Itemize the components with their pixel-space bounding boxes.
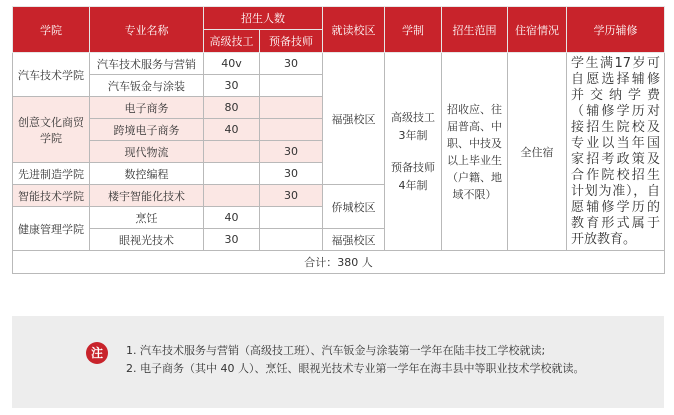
note-badge: 注 — [86, 342, 108, 364]
major-cell: 楼宇智能化技术 — [90, 185, 204, 207]
note-line-1: 1. 汽车技术服务与营销（高级技工班）、汽车钣金与涂装第一学年在陆丰技工学校就读; — [126, 344, 546, 357]
prep-count-cell — [260, 207, 323, 229]
campus-cell: 福强校区 — [323, 53, 385, 185]
table-row — [13, 53, 665, 75]
note-text — [126, 342, 646, 378]
major-cell: 电子商务 — [90, 97, 204, 119]
senior-count-cell — [204, 141, 260, 163]
header-scope: 招生范围 — [442, 7, 508, 53]
scope-cell — [442, 53, 508, 251]
college-cell: 健康管理学院 — [13, 207, 90, 251]
prep-count-cell: 30 — [260, 185, 323, 207]
senior-count-cell — [204, 163, 260, 185]
college-cell: 智能技术学院 — [13, 185, 90, 207]
prep-count-cell: 30 — [260, 163, 323, 185]
housing-cell: 全住宿 — [508, 53, 567, 251]
header-edu: 学历辅修 — [567, 7, 665, 53]
duration-cell — [385, 53, 442, 251]
header-college: 学院 — [13, 7, 90, 53]
major-cell: 现代物流 — [90, 141, 204, 163]
major-cell: 烹饪 — [90, 207, 204, 229]
major-cell: 汽车钣金与涂装 — [90, 75, 204, 97]
major-cell: 数控编程 — [90, 163, 204, 185]
header-housing: 住宿情况 — [508, 7, 567, 53]
note-line-2: 2. 电子商务（其中 40 人）、烹饪、眼视光技术专业第一学年在海丰县中等职业技术学校就读。 — [126, 362, 585, 375]
major-cell: 眼视光技术 — [90, 229, 204, 251]
college-cell: 先进制造学院 — [13, 163, 90, 185]
note-panel — [12, 316, 664, 408]
college-cell: 汽车技术学院 — [13, 53, 90, 97]
duration-prep: 预备技师4年制 — [391, 160, 435, 192]
total-row — [13, 251, 665, 274]
edu-cell — [567, 53, 665, 251]
scope-text: 招收应、往届普高、中职、中技及以上毕业生（户籍、地域不限） — [447, 102, 502, 201]
senior-count-cell: 40v — [204, 53, 260, 75]
senior-count-cell: 30 — [204, 75, 260, 97]
prep-count-cell — [260, 229, 323, 251]
senior-count-cell — [204, 185, 260, 207]
senior-count-cell: 80 — [204, 97, 260, 119]
college-cell: 创意文化商贸学院 — [13, 97, 90, 163]
major-cell: 跨境电子商务 — [90, 119, 204, 141]
duration-senior: 高级技工3年制 — [391, 110, 435, 142]
total-cell: 合计：380 人 — [13, 251, 665, 274]
prep-count-cell: 30 — [260, 141, 323, 163]
header-campus: 就读校区 — [323, 7, 385, 53]
prep-count-cell — [260, 97, 323, 119]
header-duration: 学制 — [385, 7, 442, 53]
campus-cell: 福强校区 — [323, 229, 385, 251]
senior-count-cell: 40 — [204, 207, 260, 229]
prep-count-cell: 30 — [260, 53, 323, 75]
edu-text: 学生满17岁可自愿选择辅修并交纳学费（辅修学历对接招生院校及专业以当年国家招考政策及合作院校招生计划为准），自愿辅修学历的教育形式属于开放教育。 — [571, 55, 660, 247]
header-prep: 预备技师 — [260, 30, 323, 53]
major-cell: 汽车技术服务与营销 — [90, 53, 204, 75]
enrollment-table — [12, 6, 665, 274]
prep-count-cell — [260, 75, 323, 97]
prep-count-cell — [260, 119, 323, 141]
header-senior: 高级技工 — [204, 30, 260, 53]
senior-count-cell: 30 — [204, 229, 260, 251]
senior-count-cell: 40 — [204, 119, 260, 141]
header-enroll-count: 招生人数 — [204, 7, 323, 30]
header-major: 专业名称 — [90, 7, 204, 53]
campus-cell: 侨城校区 — [323, 185, 385, 229]
